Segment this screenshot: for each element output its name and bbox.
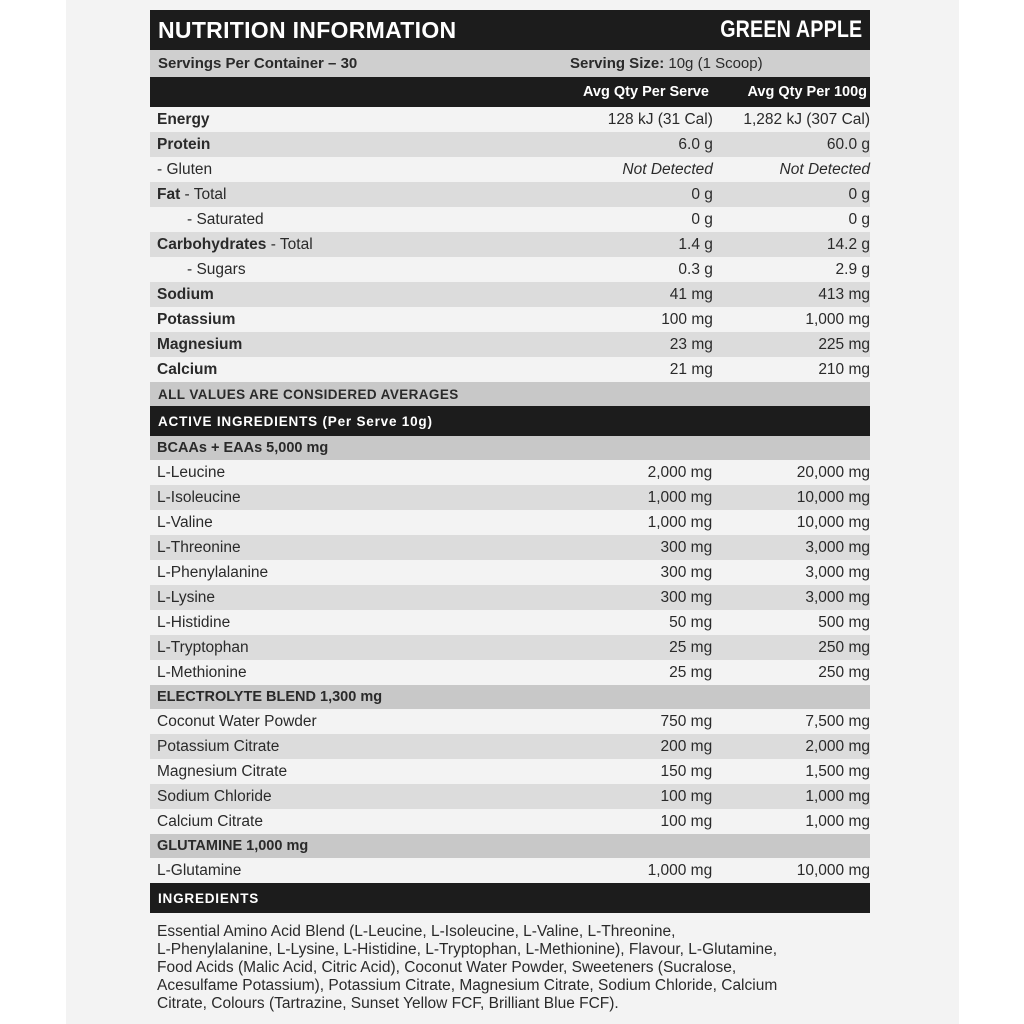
per-100g-value: 413 mg [818, 285, 871, 303]
ingredient-row [150, 734, 870, 759]
ingredient-name: Coconut Water Powder [157, 712, 317, 730]
per-100g-value: 10,000 mg [796, 513, 870, 531]
nutrient-row [150, 107, 870, 132]
ingredients-header: INGREDIENTS [150, 883, 870, 913]
ingredients-line: L-Phenylalanine, L-Lysine, L-Histidine, L-Tryptophan, L-Methionine), Flavour, L-Glutamine, [157, 941, 778, 958]
per-serve-value: 200 mg [660, 737, 713, 755]
ingredient-name: L-Threonine [157, 538, 241, 556]
ingredient-row [150, 610, 870, 635]
nutrient-name [157, 311, 548, 329]
ingredient-row [150, 460, 870, 485]
serving-size [570, 55, 763, 72]
per-100g-value: 1,500 mg [805, 762, 870, 780]
per-100g-value: 7,500 mg [805, 712, 870, 730]
ingredients-line: Food Acids (Malic Acid, Citric Acid), Coconut Water Powder, Sweeteners (Sucralose, [157, 959, 737, 976]
nutrition-label [150, 10, 870, 1013]
per-100g-value: 2,000 mg [805, 737, 870, 755]
per-100g-value: 14.2 g [826, 235, 871, 253]
per-100g-value: 0 g [848, 210, 871, 228]
nutrient-label: Magnesium [157, 335, 243, 353]
ingredient-name: L-Leucine [157, 463, 226, 481]
ingredients-text [150, 913, 870, 1013]
serving-size-value: 10g (1 Scoop) [668, 55, 763, 72]
nutrient-row [150, 332, 870, 357]
per-100g-value: 3,000 mg [805, 538, 870, 556]
per-100g-value: 2.9 g [835, 260, 871, 278]
ingredient-name: L-Tryptophan [157, 638, 249, 656]
per-100g-value: 1,000 mg [805, 787, 870, 805]
per-100g-value: 1,000 mg [805, 812, 870, 830]
nutrient-name [157, 136, 548, 154]
per-serve-value: 1,000 mg [647, 513, 713, 531]
ingredient-name: Calcium Citrate [157, 812, 263, 830]
nutrient-name [157, 211, 548, 229]
per-100g-value: 10,000 mg [796, 488, 870, 506]
group-header: BCAAs + EAAs 5,000 mg [150, 436, 870, 460]
per-serve-value: 6.0 g [678, 135, 713, 153]
nutrient-name [157, 286, 548, 304]
nutrient-name [157, 161, 548, 179]
per-serve-value: 0 g [691, 185, 713, 203]
column-header [150, 77, 870, 107]
ingredient-name: L-Isoleucine [157, 488, 241, 506]
ingredient-row [150, 809, 870, 834]
nutrient-sublabel: - Saturated [187, 210, 264, 228]
active-ingredients-header: ACTIVE INGREDIENTS (Per Serve 10g) [150, 406, 870, 436]
per-100g-value: 225 mg [818, 335, 871, 353]
nutrient-label: Energy [157, 110, 210, 128]
nutrient-row [150, 307, 870, 332]
per-100g-value: 210 mg [818, 360, 871, 378]
ingredient-row [150, 510, 870, 535]
nutrient-row [150, 257, 870, 282]
nutrient-row [150, 182, 870, 207]
nutrient-name [157, 111, 548, 129]
nutrient-name [157, 186, 548, 204]
ingredient-row [150, 635, 870, 660]
title-bar [150, 10, 870, 50]
ingredients-line: Acesulfame Potassium), Potassium Citrate, Magnesium Citrate, Sodium Chloride, Calcium [157, 977, 778, 994]
per-serve-value: Not Detected [622, 160, 713, 178]
nutrient-row [150, 132, 870, 157]
per-100g-value: 20,000 mg [796, 463, 870, 481]
per-serve-value: 150 mg [660, 762, 713, 780]
active-ingredients-table [150, 436, 870, 883]
averages-note: ALL VALUES ARE CONSIDERED AVERAGES [150, 382, 870, 406]
serving-size-label: Serving Size: [570, 55, 665, 72]
ingredient-name: Potassium Citrate [157, 737, 280, 755]
per-serve-value: 300 mg [660, 538, 713, 556]
per-serve-value: 1.4 g [678, 235, 713, 253]
nutrient-row [150, 357, 870, 382]
per-serve-value: 2,000 mg [647, 463, 713, 481]
nutrient-label: Carbohydrates [157, 235, 267, 253]
nutrient-name [157, 336, 548, 354]
nutrient-name [157, 361, 548, 379]
ingredient-name: Sodium Chloride [157, 787, 272, 805]
column-per-serve: Avg Qty Per Serve [583, 84, 709, 100]
per-100g-value: 1,282 kJ (307 Cal) [743, 110, 871, 128]
per-serve-value: 50 mg [669, 613, 713, 631]
per-serve-value: 21 mg [669, 360, 713, 378]
per-serve-value: 1,000 mg [647, 861, 713, 879]
group-header: GLUTAMINE 1,000 mg [150, 834, 870, 858]
nutrient-row [150, 232, 870, 257]
nutrient-name [157, 261, 548, 279]
ingredient-row [150, 560, 870, 585]
nutrient-label: Fat [157, 185, 181, 203]
ingredient-name: L-Methionine [157, 663, 247, 681]
per-100g-value: Not Detected [779, 160, 871, 178]
ingredients-line: Essential Amino Acid Blend (L-Leucine, L-Isoleucine, L-Valine, L-Threonine, [157, 923, 676, 940]
per-serve-value: 23 mg [669, 335, 713, 353]
ingredient-row [150, 858, 870, 883]
ingredient-row [150, 535, 870, 560]
per-100g-value: 3,000 mg [805, 563, 870, 581]
group-header: ELECTROLYTE BLEND 1,300 mg [150, 685, 870, 709]
per-serve-value: 100 mg [661, 310, 713, 328]
ingredient-row [150, 709, 870, 734]
per-serve-value: 128 kJ (31 Cal) [607, 110, 713, 128]
nutrient-label: Protein [157, 135, 211, 153]
per-100g-value: 0 g [848, 185, 871, 203]
nutrient-label: Sodium [157, 285, 214, 303]
ingredient-row [150, 784, 870, 809]
per-serve-value: 0 g [691, 210, 713, 228]
nutrient-sublabel: - Total [180, 185, 227, 203]
servings-per-container: Servings Per Container – 30 [158, 55, 358, 72]
per-serve-value: 1,000 mg [647, 488, 713, 506]
ingredient-name: Magnesium Citrate [157, 762, 288, 780]
nutrient-sublabel: - Sugars [187, 260, 246, 278]
flavour-name: GREEN APPLE [719, 16, 862, 43]
per-serve-value: 100 mg [660, 787, 713, 805]
nutrient-row [150, 157, 870, 182]
ingredients-line: Citrate, Colours (Tartrazine, Sunset Yellow FCF, Brilliant Blue FCF). [157, 995, 619, 1012]
column-per-100g: Avg Qty Per 100g [747, 84, 867, 100]
nutrient-sublabel: - Gluten [157, 160, 213, 178]
ingredient-name: L-Histidine [157, 613, 231, 631]
nutrient-name [157, 236, 548, 254]
per-100g-value: 250 mg [818, 638, 870, 656]
ingredient-row [150, 660, 870, 685]
nutrient-row [150, 282, 870, 307]
per-serve-value: 750 mg [660, 712, 713, 730]
per-100g-value: 500 mg [818, 613, 870, 631]
per-serve-value: 25 mg [669, 663, 713, 681]
per-serve-value: 41 mg [669, 285, 713, 303]
servings-bar [150, 50, 870, 77]
ingredient-name: L-Phenylalanine [157, 563, 269, 581]
nutrient-label: Potassium [157, 310, 236, 328]
ingredient-row [150, 759, 870, 784]
nutrient-label: Calcium [157, 360, 218, 378]
per-100g-value: 1,000 mg [805, 310, 871, 328]
ingredient-row [150, 585, 870, 610]
per-serve-value: 0.3 g [678, 260, 713, 278]
per-100g-value: 250 mg [818, 663, 870, 681]
ingredient-row [150, 485, 870, 510]
label-title: NUTRITION INFORMATION [158, 16, 457, 43]
ingredient-name: L-Glutamine [157, 861, 242, 879]
ingredient-name: L-Valine [157, 513, 213, 531]
per-serve-value: 100 mg [660, 812, 713, 830]
nutrient-row [150, 207, 870, 232]
per-serve-value: 25 mg [669, 638, 713, 656]
nutrition-table [150, 107, 870, 382]
ingredient-name: L-Lysine [157, 588, 216, 606]
per-100g-value: 3,000 mg [805, 588, 870, 606]
per-100g-value: 10,000 mg [796, 861, 870, 879]
per-100g-value: 60.0 g [826, 135, 871, 153]
nutrient-sublabel: - Total [266, 235, 313, 253]
per-serve-value: 300 mg [660, 588, 713, 606]
per-serve-value: 300 mg [660, 563, 713, 581]
